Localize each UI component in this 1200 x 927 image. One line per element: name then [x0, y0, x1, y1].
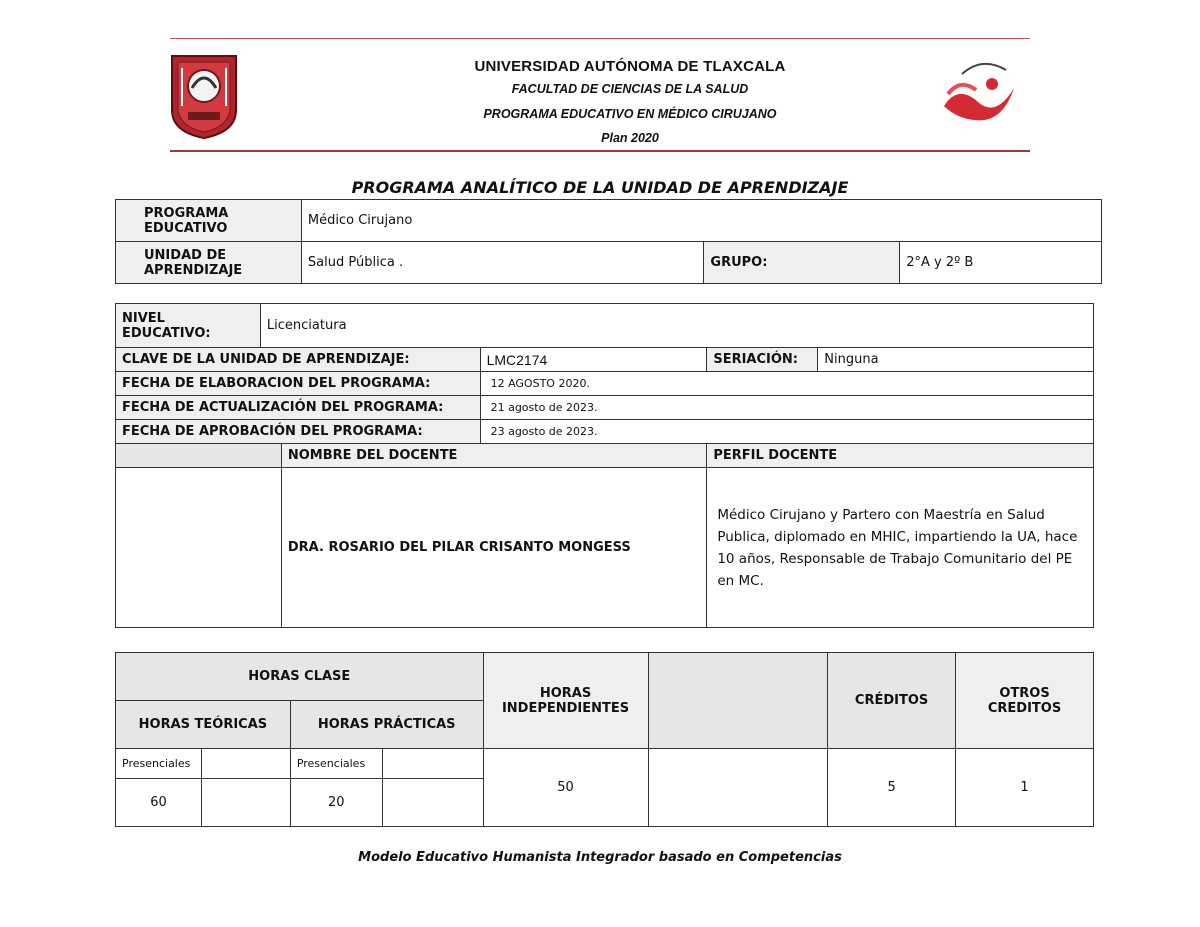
otros-creditos-header: OTROS CREDITOS [956, 653, 1094, 749]
horas-teoricas-value: 60 [116, 779, 202, 827]
aprobacion-value: 23 agosto de 2023. [480, 420, 1093, 444]
document-title: PROGRAMA ANALÍTICO DE LA UNIDAD DE APRENDIZAJE [351, 178, 849, 197]
blank-hours-header [648, 653, 828, 749]
course-details-table [115, 303, 1094, 628]
nivel-label: NIVEL EDUCATIVO: [116, 304, 261, 348]
presenciales-practicas-label: Presenciales [290, 749, 382, 779]
program-name: PROGRAMA EDUCATIVO EN MÉDICO CIRUJANO [483, 107, 777, 121]
programa-label: PROGRAMA EDUCATIVO [116, 200, 302, 242]
creditos-value: 5 [828, 749, 956, 827]
presenciales-teoricas-label: Presenciales [116, 749, 202, 779]
horas-independientes-value: 50 [483, 749, 648, 827]
horas-clase-header: HORAS CLASE [116, 653, 484, 701]
clave-label: CLAVE DE LA UNIDAD DE APRENDIZAJE: [116, 348, 481, 372]
grupo-label: GRUPO: [704, 242, 900, 284]
blank-header-cell [116, 444, 282, 468]
docente-name: DRA. ROSARIO DEL PILAR CRISANTO MONGESS [281, 468, 706, 628]
blank-cell-4 [382, 779, 483, 827]
blank-cell-1 [201, 749, 290, 779]
seriacion-label: SERIACIÓN: [707, 348, 818, 372]
clave-value: LMC2174 [480, 348, 707, 372]
hours-table [115, 652, 1094, 827]
horas-practicas-value: 20 [290, 779, 382, 827]
perfil-header: PERFIL DOCENTE [707, 444, 1094, 468]
blank-cell-3 [201, 779, 290, 827]
programa-value: Médico Cirujano [301, 200, 1101, 242]
blank-cell-2 [382, 749, 483, 779]
footer-model-statement: Modelo Educativo Humanista Integrador basado en Competencias [358, 850, 842, 865]
blank-hours-value [648, 749, 828, 827]
aprobacion-label: FECHA DE APROBACIÓN DEL PROGRAMA: [116, 420, 481, 444]
blank-docente-cell [116, 468, 282, 628]
perfil-text: Médico Cirujano y Partero con Maestría en Salud Publica, diplomado en MHIC, impartiendo la UA, hace 10 años, Responsable de Trabajo Comunitario del PE en MC. [707, 468, 1094, 628]
grupo-value: 2°A y 2º B [900, 242, 1102, 284]
nivel-value: Licenciatura [260, 304, 1093, 348]
university-name: UNIVERSIDAD AUTÓNOMA DE TLAXCALA [474, 58, 786, 75]
otros-creditos-value: 1 [956, 749, 1094, 827]
horas-practicas-header: HORAS PRÁCTICAS [290, 701, 483, 749]
program-info-table [115, 199, 1102, 284]
docente-header: NOMBRE DEL DOCENTE [281, 444, 706, 468]
actualizacion-label: FECHA DE ACTUALIZACIÓN DEL PROGRAMA: [116, 396, 481, 420]
humanist-model-logo [938, 44, 1018, 140]
unidad-value: Salud Pública . [301, 242, 704, 284]
plan-year: Plan 2020 [601, 131, 659, 145]
horas-teoricas-header: HORAS TEÓRICAS [116, 701, 291, 749]
unidad-label: UNIDAD DE APRENDIZAJE [116, 242, 302, 284]
header-bottom-rule [170, 150, 1030, 152]
actualizacion-value: 21 agosto de 2023. [480, 396, 1093, 420]
faculty-name: FACULTAD DE CIENCIAS DE LA SALUD [511, 82, 749, 96]
seriacion-value: Ninguna [818, 348, 1094, 372]
creditos-header: CRÉDITOS [828, 653, 956, 749]
elaboracion-value: 12 AGOSTO 2020. [480, 372, 1093, 396]
top-rule [170, 38, 1030, 39]
horas-independientes-header: HORAS INDEPENDIENTES [483, 653, 648, 749]
elaboracion-label: FECHA DE ELABORACION DEL PROGRAMA: [116, 372, 481, 396]
university-shield-logo [168, 48, 240, 140]
